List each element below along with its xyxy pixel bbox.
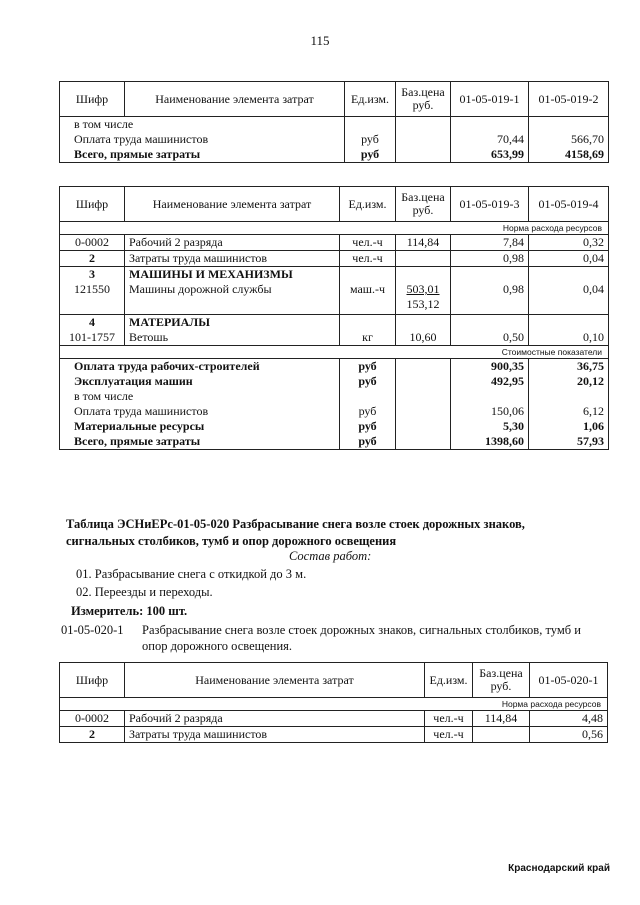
table-row (60, 267, 609, 283)
table-row (60, 404, 609, 419)
work-step-1: 01. Разбрасывание снега с откидкой до 3 м. (76, 567, 307, 581)
row-code: 4 (60, 315, 125, 331)
row-unit: кг (340, 330, 396, 346)
row-value-b: 0,04 (529, 251, 609, 267)
row-value-a: 4,48 (530, 711, 608, 727)
table-row (60, 389, 609, 404)
row-name: Ветошь (125, 330, 340, 346)
norm-caption: Норма расхода ресурсов (60, 698, 608, 711)
section-heading: МАШИНЫ И МЕХАНИЗМЫ (125, 267, 340, 283)
row-value-b: 0,04 (529, 282, 609, 315)
row-value-a: 0,98 (451, 282, 529, 315)
col-code-header: Шифр (60, 82, 125, 117)
row-unit: чел.-ч (425, 711, 473, 727)
item-description-1: Разбрасывание снега возле стоек дорожных знаков, сигнальных столбиков, тумб и (142, 623, 581, 637)
col-a-header: 01-05-019-1 (451, 82, 529, 117)
row-name: Затраты труда машинистов (125, 251, 340, 267)
table-01-05-019-1-2 (59, 81, 609, 163)
col-b-header: 01-05-019-4 (529, 187, 609, 222)
row-name: Эксплуатация машин (60, 374, 340, 389)
row-value-b: 36,75 (529, 359, 609, 375)
col-price-header: Баз.цена руб. (396, 187, 451, 222)
norm-caption: Норма расхода ресурсов (60, 222, 609, 235)
work-composition-title: Состав работ: (289, 549, 372, 563)
cost-caption: Стоимостные показатели (60, 346, 609, 359)
table-row (60, 147, 609, 163)
row-price: 10,60 (396, 330, 451, 346)
row-value-a (451, 117, 529, 133)
work-step-2: 02. Переезды и переходы. (76, 585, 213, 599)
row-value-b (529, 117, 609, 133)
section-title: Таблица ЭСНиЕРс-01-05-020 Разбрасывание снега возле стоек дорожных знаков, сигнальных столбиков, тумб и опор дорожного освещения (66, 517, 525, 548)
section-heading: МАТЕРИАЛЫ (125, 315, 340, 331)
row-name: в том числе (60, 389, 340, 404)
row-value-b: 0,10 (529, 330, 609, 346)
row-name: Машины дорожной службы (125, 282, 340, 315)
col-name-header: Наименование элемента затрат (125, 187, 340, 222)
row-value-a: 0,98 (451, 251, 529, 267)
table-row (60, 117, 609, 133)
row-unit: руб (340, 359, 396, 375)
row-value-b: 57,93 (529, 434, 609, 450)
row-value-a: 1398,60 (451, 434, 529, 450)
table-row (60, 330, 609, 346)
table-header (60, 663, 608, 698)
row-unit: руб (340, 434, 396, 450)
table-row (60, 282, 609, 315)
table-row (60, 727, 608, 743)
item-code: 01-05-020-1 (61, 623, 124, 637)
col-price-header: Баз.цена руб. (396, 82, 451, 117)
row-unit: чел.-ч (340, 251, 396, 267)
col-unit-header: Ед.изм. (340, 187, 396, 222)
row-unit: руб (340, 419, 396, 434)
table-row (60, 374, 609, 389)
row-value-a: 150,06 (451, 404, 529, 419)
table-row (60, 359, 609, 375)
table-header (60, 187, 609, 222)
row-value-a: 5,30 (451, 419, 529, 434)
row-unit: маш.-ч (340, 282, 396, 315)
row-unit: руб (345, 147, 396, 163)
row-unit: руб (345, 132, 396, 147)
table-header (60, 82, 609, 117)
row-value-a: 900,35 (451, 359, 529, 375)
row-unit: чел.-ч (340, 235, 396, 251)
row-value-b: 6,12 (529, 404, 609, 419)
row-value-a: 70,44 (451, 132, 529, 147)
footer-region: Краснодарский край (508, 863, 610, 874)
row-code: 2 (60, 251, 125, 267)
row-value-a: 653,99 (451, 147, 529, 163)
table-01-05-020-1 (59, 662, 608, 743)
row-name: Затраты труда машинистов (125, 727, 425, 743)
col-a-header: 01-05-020-1 (530, 663, 608, 698)
row-price-secondary: 153,12 (406, 297, 440, 311)
table-row (60, 235, 609, 251)
row-code: 2 (60, 727, 125, 743)
row-name: Всего, прямые затраты (60, 434, 340, 450)
table-row (60, 711, 608, 727)
row-code: 3 (60, 267, 125, 283)
row-value-a: 7,84 (451, 235, 529, 251)
col-name-header: Наименование элемента затрат (125, 82, 345, 117)
col-unit-header: Ед.изм. (345, 82, 396, 117)
row-name: Рабочий 2 разряда (125, 235, 340, 251)
norm-caption-row (60, 698, 608, 711)
table-row (60, 434, 609, 450)
row-code: 0-0002 (60, 235, 125, 251)
row-value-b: 20,12 (529, 374, 609, 389)
col-code-header: Шифр (60, 663, 125, 698)
col-unit-header: Ед.изм. (425, 663, 473, 698)
row-value-a: 0,50 (451, 330, 529, 346)
row-value-a: 492,95 (451, 374, 529, 389)
row-code: 101-1757 (60, 330, 125, 346)
row-value-a: 0,56 (530, 727, 608, 743)
col-name-header: Наименование элемента затрат (125, 663, 425, 698)
col-b-header: 01-05-019-2 (529, 82, 609, 117)
row-price: 503,01 (406, 282, 440, 296)
row-unit: руб (340, 404, 396, 419)
row-unit (345, 117, 396, 133)
norm-caption-row (60, 222, 609, 235)
row-value-b: 4158,69 (529, 147, 609, 163)
row-name: Рабочий 2 разряда (125, 711, 425, 727)
table-row (60, 419, 609, 434)
row-name: Оплата труда рабочих-строителей (60, 359, 340, 375)
page-number: 115 (310, 33, 330, 48)
row-code: 0-0002 (60, 711, 125, 727)
row-value-b: 0,32 (529, 235, 609, 251)
col-a-header: 01-05-019-3 (451, 187, 529, 222)
table-01-05-019-3-4 (59, 186, 609, 450)
meter: Измеритель: 100 шт. (71, 604, 188, 618)
col-price-header: Баз.цена руб. (473, 663, 530, 698)
row-value-b: 1,06 (529, 419, 609, 434)
row-name: Материальные ресурсы (60, 419, 340, 434)
row-name: Оплата труда машинистов (60, 132, 345, 147)
table-row (60, 315, 609, 331)
item-description-2: опор дорожного освещения. (142, 639, 293, 653)
row-name: в том числе (60, 117, 345, 133)
row-value-b: 566,70 (529, 132, 609, 147)
col-code-header: Шифр (60, 187, 125, 222)
row-price: 114,84 (473, 711, 530, 727)
cost-caption-row (60, 346, 609, 359)
table-row (60, 132, 609, 147)
row-name: Всего, прямые затраты (60, 147, 345, 163)
table-row (60, 251, 609, 267)
row-name: Оплата труда машинистов (60, 404, 340, 419)
row-price: 114,84 (396, 235, 451, 251)
row-code: 121550 (60, 282, 125, 315)
row-unit: руб (340, 374, 396, 389)
row-unit: чел.-ч (425, 727, 473, 743)
